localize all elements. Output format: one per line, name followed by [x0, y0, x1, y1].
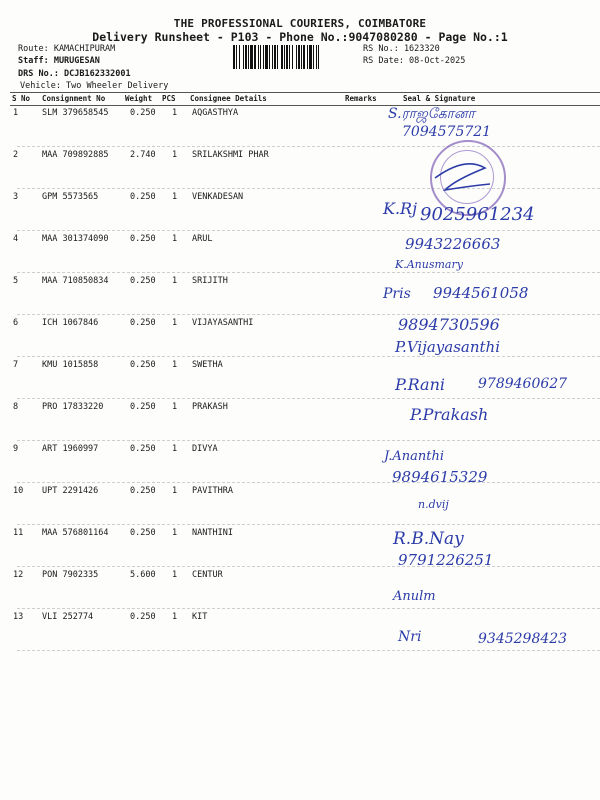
signature-9-name: J.Ananthi	[384, 449, 444, 464]
vehicle-label: Vehicle: Two Wheeler Delivery	[20, 81, 169, 91]
row-sno: 1	[13, 108, 19, 118]
signature-column	[380, 100, 600, 660]
signature-7-number: 9789460627	[478, 376, 568, 392]
row-pcs: 1	[172, 192, 178, 202]
row-consignee: SRILAKSHMI PHAR	[192, 150, 269, 160]
col-consignment: Consignment No	[42, 94, 106, 103]
row-sno: 7	[13, 360, 19, 370]
row-consignment: PRO 17833220	[42, 402, 104, 412]
row-consignment: VLI 252774	[42, 612, 94, 622]
signature-13-number: 9345298423	[478, 631, 568, 647]
drs-label: DRS No.: DCJB162332001	[18, 69, 131, 79]
row-consignee: KIT	[192, 612, 208, 622]
signature-4-number: 9943226663	[405, 235, 501, 253]
route-label: Route: KAMACHIPURAM	[18, 44, 116, 54]
row-weight: 0.250	[130, 402, 156, 412]
signature-3-initial: K.Rj	[383, 199, 418, 218]
rs-number: RS No.: 1623320	[363, 44, 440, 54]
signature-12-name: Anulm	[393, 589, 436, 604]
row-weight: 0.250	[130, 486, 156, 496]
signature-6-number: 9894730596	[398, 315, 500, 334]
col-sno: S No	[12, 94, 31, 103]
row-weight: 2.740	[130, 150, 156, 160]
row-weight: 0.250	[130, 318, 156, 328]
row-sno: 6	[13, 318, 19, 328]
signature-13-name: Nri	[398, 629, 422, 645]
row-consignment: SLM 379658545	[42, 108, 109, 118]
signature-1-name: S.ராஜகோனா	[388, 106, 475, 122]
row-consignment: MAA 709892885	[42, 150, 109, 160]
row-sno: 10	[13, 486, 24, 496]
row-pcs: 1	[172, 234, 178, 244]
row-weight: 0.250	[130, 108, 156, 118]
row-weight: 0.250	[130, 444, 156, 454]
row-sno: 9	[13, 444, 19, 454]
row-weight: 0.250	[130, 612, 156, 622]
signature-1-number: 7094575721	[402, 124, 492, 140]
staff-label: Staff: MURUGESAN	[18, 56, 100, 66]
row-consignment: MAA 710850834	[42, 276, 109, 286]
row-consignment: ART 1960997	[42, 444, 99, 454]
signature-11-name: R.B.Nay	[393, 529, 464, 549]
row-pcs: 1	[172, 150, 178, 160]
row-consignee: CENTUR	[192, 570, 223, 580]
row-consignee: AQGASTHYA	[192, 108, 239, 118]
barcode	[233, 45, 359, 69]
row-consignee: PAVITHRA	[192, 486, 233, 496]
col-weight: Weight	[125, 94, 153, 103]
row-weight: 0.250	[130, 528, 156, 538]
row-consignee: SWETHA	[192, 360, 223, 370]
signature-5-number: 9944561058	[433, 284, 529, 302]
row-sno: 2	[13, 150, 19, 160]
row-pcs: 1	[172, 612, 178, 622]
col-consignee: Consignee Details	[190, 94, 267, 103]
row-pcs: 1	[172, 528, 178, 538]
row-pcs: 1	[172, 486, 178, 496]
row-pcs: 1	[172, 360, 178, 370]
row-pcs: 1	[172, 444, 178, 454]
row-sno: 4	[13, 234, 19, 244]
row-consignee: VENKADESAN	[192, 192, 244, 202]
row-sno: 12	[13, 570, 24, 580]
row-consignee: NANTHINI	[192, 528, 233, 538]
row-consignment: MAA 576801164	[42, 528, 109, 538]
row-sno: 3	[13, 192, 19, 202]
row-consignment: GPM 5573565	[42, 192, 99, 202]
row-consignment: UPT 2291426	[42, 486, 99, 496]
runsheet-subtitle: Delivery Runsheet - P103 - Phone No.:9047080280 - Page No.:1	[92, 30, 508, 44]
row-weight: 0.250	[130, 276, 156, 286]
row-weight: 0.250	[130, 192, 156, 202]
signature-11-number: 9791226251	[398, 551, 494, 569]
row-consignment: KMU 1015858	[42, 360, 99, 370]
row-consignee: SRIJITH	[192, 276, 228, 286]
col-signature: Seal & Signature	[403, 94, 476, 103]
signature-7-name: P.Rani	[395, 375, 445, 394]
header-rule-top	[10, 92, 600, 93]
signature-4-name: K.Anusmary	[395, 258, 463, 271]
row-pcs: 1	[172, 318, 178, 328]
row-consignment: MAA 301374090	[42, 234, 109, 244]
signature-10-mark: n.dvij	[418, 498, 449, 511]
row-consignee: VIJAYASANTHI	[192, 318, 254, 328]
row-pcs: 1	[172, 108, 178, 118]
row-weight: 0.250	[130, 234, 156, 244]
col-remarks: Remarks	[345, 94, 377, 103]
col-pcs: PCS	[162, 94, 176, 103]
handwritten-signatures	[381, 106, 567, 647]
row-pcs: 1	[172, 570, 178, 580]
row-sno: 13	[13, 612, 24, 622]
row-consignment: ICH 1067846	[42, 318, 99, 328]
signature-3-number: 9025961234	[420, 204, 535, 225]
rs-date: RS Date: 08-Oct-2025	[363, 56, 466, 66]
row-consignee: DIVYA	[192, 444, 218, 454]
signature-5-name: Pris	[383, 286, 411, 302]
row-sno: 11	[13, 528, 24, 538]
signature-9-number: 9894615329	[392, 468, 488, 486]
row-sno: 5	[13, 276, 19, 286]
row-weight: 0.250	[130, 360, 156, 370]
signature-6-name: P.Vijayasanthi	[395, 338, 500, 356]
signature-8-name: P.Prakash	[410, 405, 489, 424]
row-pcs: 1	[172, 402, 178, 412]
row-consignee: PRAKASH	[192, 402, 228, 412]
row-sno: 8	[13, 402, 19, 412]
row-consignee: ARUL	[192, 234, 213, 244]
company-title: THE PROFESSIONAL COURIERS, COIMBATORE	[173, 17, 427, 30]
row-pcs: 1	[172, 276, 178, 286]
row-weight: 5.600	[130, 570, 156, 580]
row-consignment: PON 7902335	[42, 570, 99, 580]
